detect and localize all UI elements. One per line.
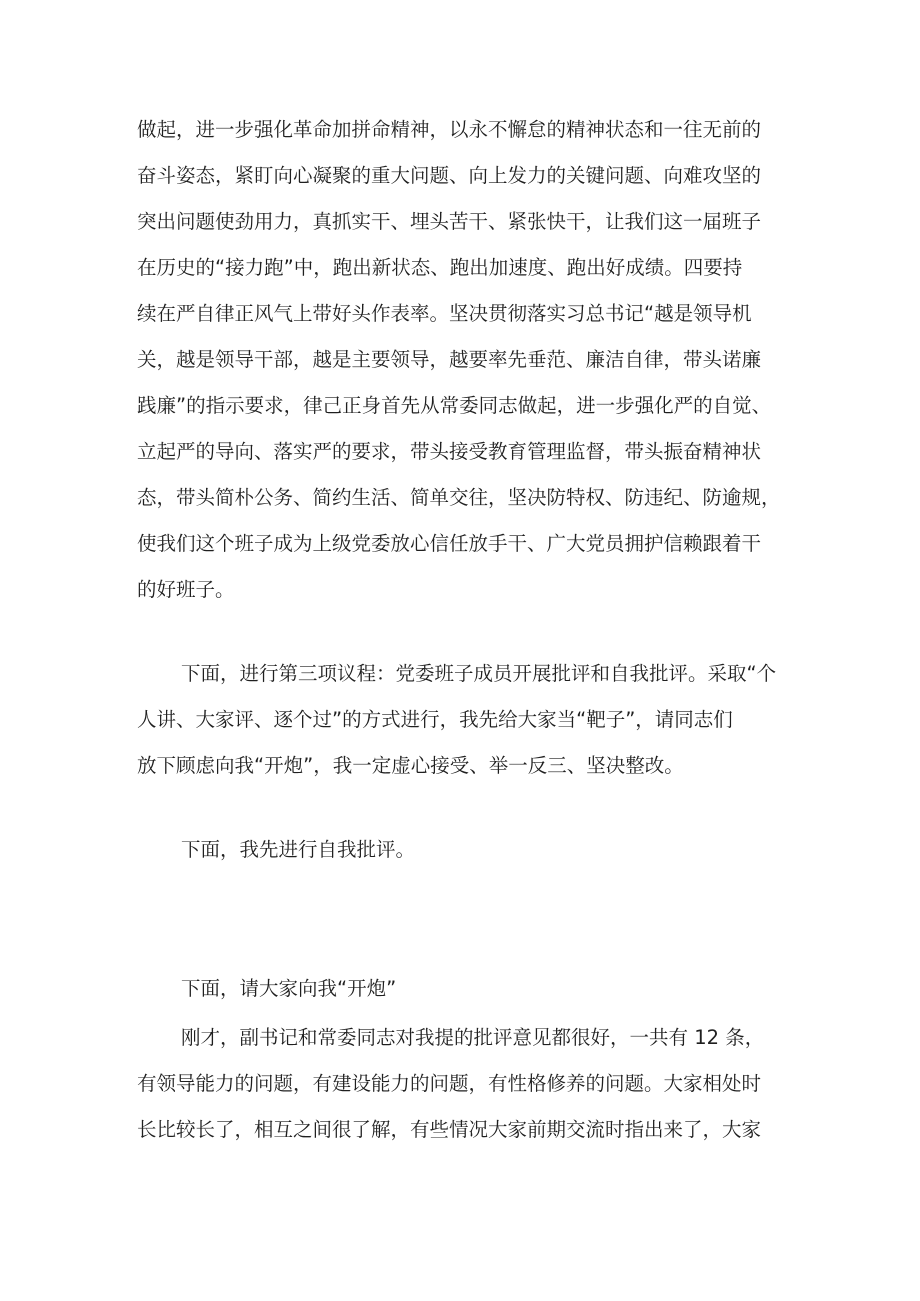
text-line: 人讲、大家评、逐个过”的方式进行，我先给大家当“靶子”，请同志们 <box>137 708 733 731</box>
text-line: 下面，请大家向我“开炮” <box>181 977 397 1000</box>
text-line: 突出问题使劲用力，真抓实干、埋头苦干、紧张快干，让我们这一届班子 <box>137 210 762 233</box>
text-line: 使我们这个班子成为上级党委放心信任放手干、广大党员拥护信赖跟着干 <box>137 532 762 555</box>
text-line: 关，越是领导干部，越是主要领导，越要率先垂范、廉洁自律，带头诺廉 <box>137 348 762 371</box>
text-line: 在历史的“接力跑”中，跑出新状态、跑出加速度、跑出好成绩。四要持 <box>137 256 743 279</box>
text-line: 下面，我先进行自我批评。 <box>181 838 416 861</box>
text-line: 立起严的导向、落实严的要求，带头接受教育管理监督，带头振奋精神状 <box>137 440 762 463</box>
text-line: 下面，进行第三项议程：党委班子成员开展批评和自我批评。采取“个 <box>181 662 777 685</box>
text-line: 续在严自律正风气上带好头作表率。坚决贯彻落实习总书记“越是领导机 <box>137 302 752 325</box>
text-line: 有领导能力的问题，有建设能力的问题，有性格修养的问题。大家相处时 <box>137 1072 762 1095</box>
text-line: 放下顾虑向我“开炮”，我一定虚心接受、举一反三、坚决整改。 <box>137 754 684 777</box>
text-line: 刚才，副书记和常委同志对我提的批评意见都很好，一共有 12 条， <box>181 1026 765 1049</box>
text-line: 践廉”的指示要求，律己正身首先从常委同志做起，进一步强化严的自觉、 <box>137 394 772 417</box>
text-line: 长比较长了，相互之间很了解，有些情况大家前期交流时指出来了，大家 <box>137 1118 762 1141</box>
text-line: 奋斗姿态，紧盯向心凝聚的重大问题、向上发力的关键问题、向难攻坚的 <box>137 164 762 187</box>
text-line: 态，带头简朴公务、简约生活、简单交往，坚决防特权、防违纪、防逾规， <box>137 486 781 509</box>
text-line: 的好班子。 <box>137 578 235 601</box>
text-line: 做起，进一步强化革命加拼命精神，以永不懈怠的精神状态和一往无前的 <box>137 118 762 141</box>
